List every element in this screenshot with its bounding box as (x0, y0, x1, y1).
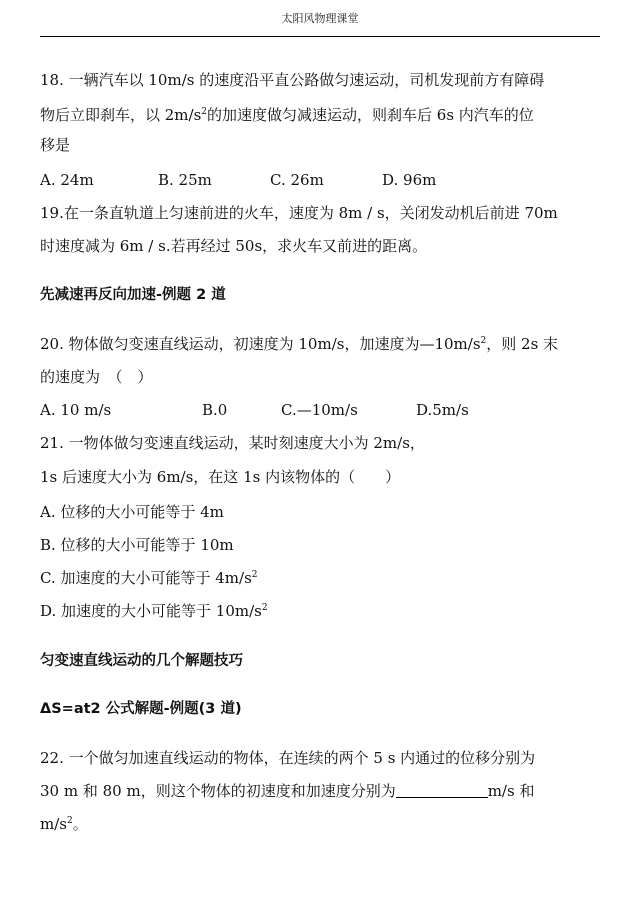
q22-line-3: $m/s^2$。 (40, 815, 88, 833)
q20-line-2: 的速度为 （ ） (40, 368, 153, 386)
q18-option-a: A. 24m (40, 171, 94, 189)
q21-line-1: 21. 一物体做匀变速直线运动，某时刻速度大小为 2m/s， (40, 434, 425, 452)
q22-line-2: 30 m 和 80 m，则这个物体的初速度和加速度分别为 m/s 和 (40, 782, 535, 800)
q21-option-b: B. 位移的大小可能等于 10m (40, 536, 234, 554)
header-divider (40, 36, 600, 37)
q21-option-c: C. 加速度的大小可能等于 $4m/s^2$ (40, 569, 258, 587)
q22-line-1: 22. 一个做匀加速直线运动的物体，在连续的两个 5 s 内通过的位移分别为 (40, 749, 536, 767)
q21-option-d: D. 加速度的大小可能等于 $10m/s^2$ (40, 602, 268, 620)
q20-line-1: 20. 物体做匀变速直线运动，初速度为 10m/s，加速度为$—10m/s^2$，则 2s 末 (40, 335, 559, 353)
section-heading-delta-s: ΔS=at2 公式解题-例题(3 道) (40, 701, 242, 717)
section-heading-techniques: 匀变速直线运动的几个解题技巧 (40, 653, 243, 669)
q18-option-b: B. 25m (158, 171, 212, 189)
q18-option-c: C. 26m (270, 171, 324, 189)
page-header-title: 太阳风物理课堂 (281, 12, 359, 25)
q18-option-d: D. 96m (382, 171, 437, 189)
q20-option-b: B.0 (202, 401, 228, 419)
q20-option-c: C.—10m/s (281, 401, 358, 419)
q18-line-3: 移是 (40, 136, 71, 154)
q21-line-2: 1s 后速度大小为 6m/s，在这 1s 内该物体的（ ） (40, 468, 401, 486)
q19-line-2: 时速度减为 6m / s.若再经过 50s，求火车又前进的距离。 (40, 237, 428, 255)
q19-line-1: 19.在一条直轨道上匀速前进的火车，速度为 8m / s，关闭发动机后前进 70m (40, 204, 558, 222)
q21-option-a: A. 位移的大小可能等于 4m (40, 503, 224, 521)
q22-answer-blank (396, 783, 488, 798)
q18-line-1: 18. 一辆汽车以 10m/s 的速度沿平直公路做匀速运动，司机发现前方有障碍 (40, 71, 545, 89)
section-heading-decel-reverse: 先减速再反向加速-例题 2 道 (40, 287, 226, 303)
q20-option-a: A. 10 m/s (40, 401, 112, 419)
q18-line-2: 物后立即刹车，以 $2m/s^2$的加速度做匀减速运动，则刹车后 6s 内汽车的位 (40, 106, 534, 124)
q20-option-d: D.5m/s (416, 401, 469, 419)
